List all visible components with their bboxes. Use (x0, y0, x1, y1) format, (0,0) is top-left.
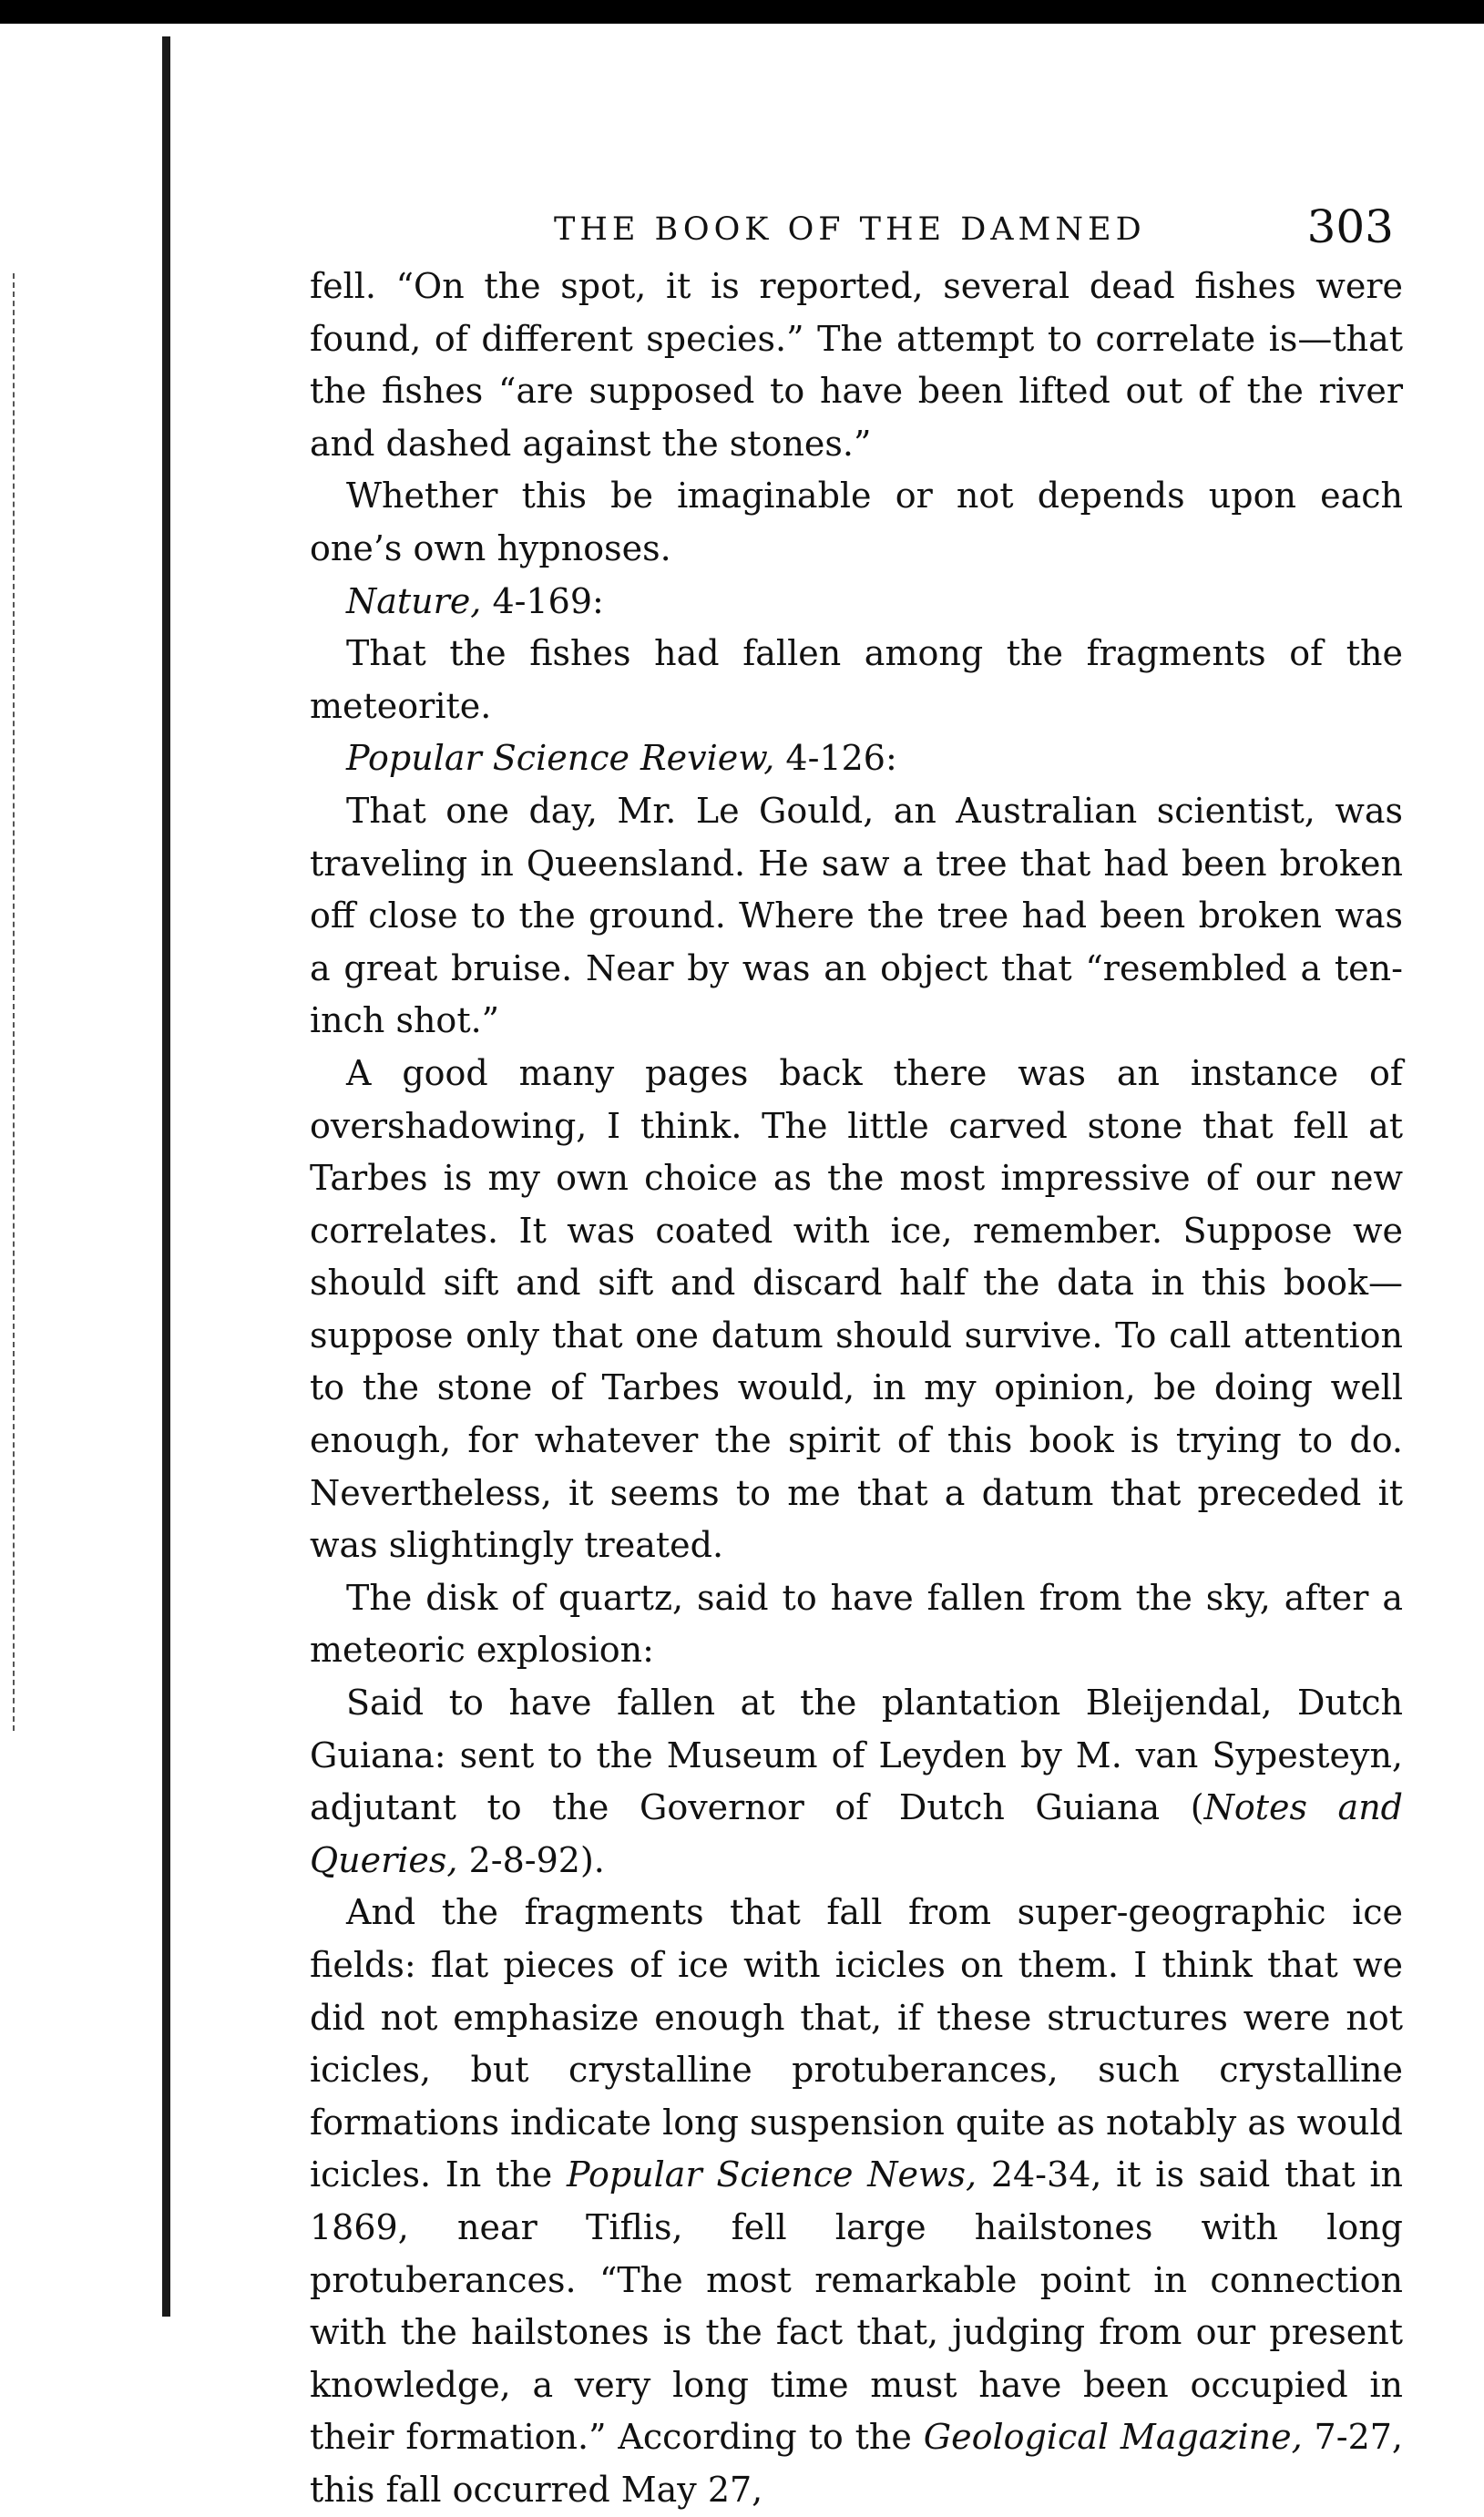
paragraph (310, 1677, 1403, 1887)
paragraph (310, 1048, 1403, 1572)
paragraph-text: Said to have fallen at the plantation Bleijendal, Dutch Guiana: sent to the Museum of Leyden by M. van Sypesteyn, adjutant to the Governor of Dutch Guiana ( (310, 1683, 1403, 1828)
paragraph (310, 732, 1403, 785)
citation-text: Popular Science News, (566, 2154, 977, 2195)
paragraph (310, 261, 1403, 470)
paragraph-text: A good many pages back there was an instance of overshadowing, I think. The little carved stone that fell at Tarbes is my own choice as the most impressive of our new correlates. It was coated with ice, remember. Suppose we should sift and sift and discard half the data in this book—suppose only that one datum should survive. To call attention to the stone of Tarbes would, in my opinion, be doing well enough, for whatever the spirit of this book is trying to do. Nevertheless, it seems to me that a datum that preceded it was slightingly treated. (310, 1052, 1403, 1566)
page-number: 303 (1306, 200, 1394, 253)
citation-text: Notes and Queries, (310, 1787, 1403, 1880)
citation-text: Popular Science Review, (346, 738, 775, 779)
paragraph-text: 4-169: (481, 580, 604, 621)
paragraph (310, 470, 1403, 575)
paragraph-text: The disk of quartz, said to have fallen from the sky, after a meteoric explosion: (310, 1577, 1403, 1671)
citation-text: Nature, (346, 580, 482, 621)
paragraph (310, 576, 1403, 629)
running-title: THE BOOK OF THE DAMNED (554, 211, 1146, 248)
paragraph-text: fell. “On the spot, it is reported, several dead fishes were found, of different species.” The attempt to correlate is—that the fishes “are supposed to have been lifted out of the river and dashed against the stones.” (310, 266, 1403, 464)
page-binding-shadow (162, 36, 170, 2317)
paragraph-text: 7-27, this fall occurred May 27, (310, 2417, 1404, 2510)
page-header (310, 200, 1394, 264)
paragraph-text: Whether this be imaginable or not depends upon each one’s own hypnoses. (310, 476, 1403, 568)
paragraph (310, 1572, 1403, 1677)
paragraph-text: That the fishes had fallen among the fragments of the meteorite. (310, 633, 1403, 726)
paragraph-text: That one day, Mr. Le Gould, an Australian scientist, was traveling in Queensland. He saw a tree that had been broken off close to the ground. Where the tree had been broken was a great bruise. Near by was an object that “resembled a ten-inch shot.” (310, 790, 1403, 1041)
paragraph-text: 2-8-92). (457, 1839, 605, 1880)
paragraph (310, 785, 1403, 1048)
paragraph (310, 1887, 1403, 2516)
paragraph-text: And the fragments that fall from super-geographic ice fields: flat pieces of ice with icicles on them. I think that we did not emphasize enough that, if these structures were not icicles, but crystalline protuberances, such crystalline formations indicate long suspension quite as notably as would icicles. In the (310, 1892, 1403, 2195)
body-text (310, 261, 1403, 2517)
scan-top-border (0, 0, 1484, 24)
citation-text: Geological Magazine, (923, 2417, 1303, 2458)
paragraph-text: 24-34, it is said that in 1869, near Tiflis, fell large hailstones with long protuberances. “The most remarkable point in connection with the hailstones is the fact that, judging from our present knowledge, a very long time must have been occupied in their formation.” According to the (310, 2154, 1404, 2458)
paragraph-text: 4-126: (774, 738, 897, 779)
facing-page-edge (0, 273, 15, 1731)
paragraph (310, 628, 1403, 732)
